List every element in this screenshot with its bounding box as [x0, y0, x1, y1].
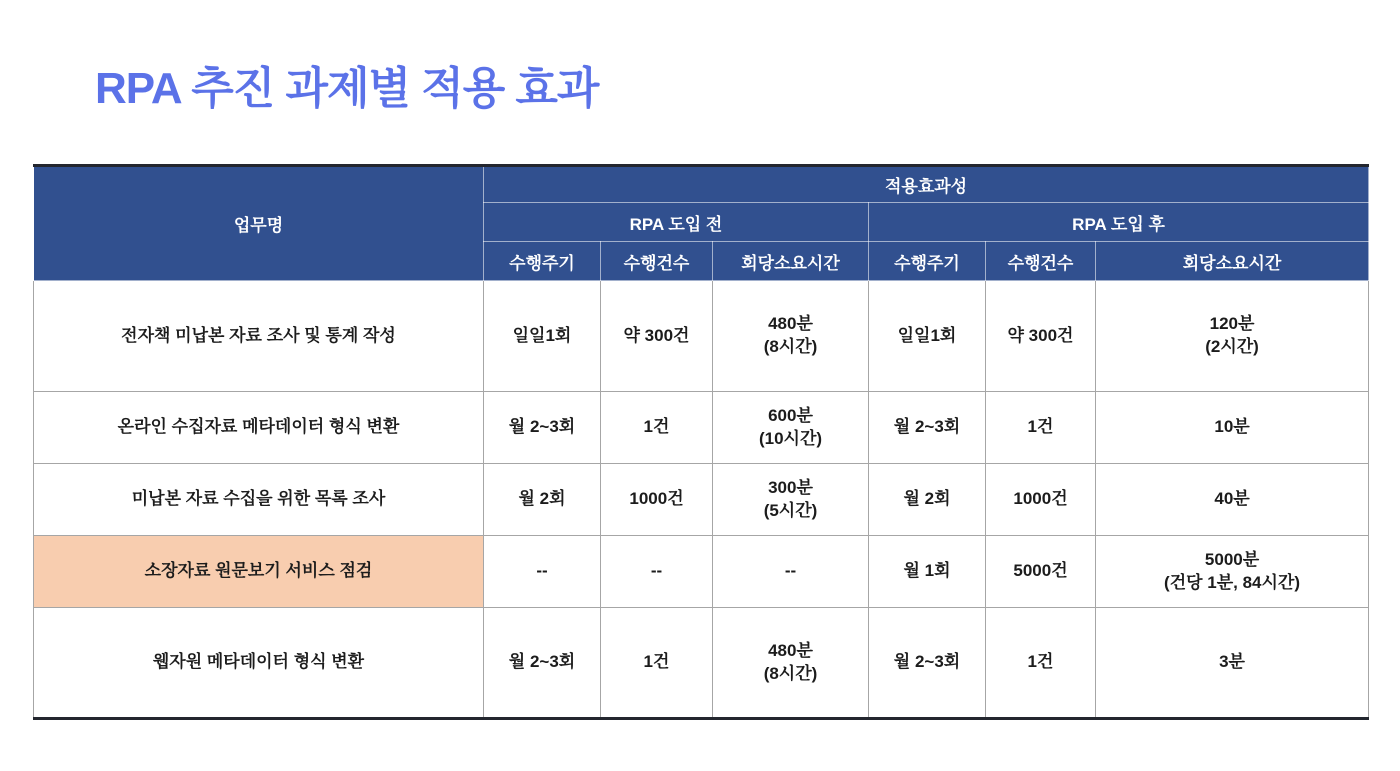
time-line-1: 480분	[768, 314, 813, 334]
task-cell: 전자책 미납본 자료 조사 및 통계 작성	[34, 281, 484, 392]
time-line-1: --	[784, 561, 797, 581]
after-time-cell	[1096, 464, 1369, 536]
before-time-cell	[713, 281, 869, 392]
table-row	[34, 281, 1369, 392]
table-row	[34, 392, 1369, 464]
after-cycle-cell: 월 2회	[869, 464, 986, 536]
col-header-after-time: 회당소요시간	[1096, 242, 1369, 281]
col-header-before-count: 수행건수	[601, 242, 713, 281]
table-row	[34, 464, 1369, 536]
col-header-task: 업무명	[34, 166, 484, 281]
after-count-cell: 1000건	[986, 464, 1096, 536]
after-time-cell	[1096, 536, 1369, 608]
time-line-2: (8시간)	[763, 337, 818, 356]
before-cycle-cell: 월 2회	[484, 464, 601, 536]
col-header-after-cycle: 수행주기	[869, 242, 986, 281]
after-count-cell: 1건	[986, 392, 1096, 464]
after-count-cell: 약 300건	[986, 281, 1096, 392]
time-line-1: 3분	[1219, 652, 1245, 672]
before-time-cell	[713, 608, 869, 719]
after-time-cell	[1096, 281, 1369, 392]
before-count-cell: 1건	[601, 392, 713, 464]
page-title: RPA 추진 과제별 적용 효과	[95, 64, 599, 113]
time-line-1: 40분	[1214, 489, 1250, 509]
time-line-1: 120분	[1209, 314, 1255, 334]
task-cell: 웹자원 메타데이터 형식 변환	[34, 608, 484, 719]
table-row	[34, 608, 1369, 719]
before-count-cell: 1건	[601, 608, 713, 719]
after-time-cell	[1096, 608, 1369, 719]
before-time-cell	[713, 536, 869, 608]
col-header-before-rpa: RPA 도입 전	[484, 203, 869, 242]
rpa-effect-table	[33, 164, 1369, 720]
task-cell-highlighted: 소장자료 원문보기 서비스 점검	[34, 536, 484, 608]
col-header-effectiveness: 적용효과성	[484, 166, 1369, 203]
after-cycle-cell: 월 2~3회	[869, 392, 986, 464]
time-line-1: 10분	[1214, 417, 1250, 437]
col-header-before-time: 회당소요시간	[713, 242, 869, 281]
after-cycle-cell: 월 1회	[869, 536, 986, 608]
before-count-cell: 약 300건	[601, 281, 713, 392]
table-header	[34, 166, 1369, 281]
time-line-2: (2시간)	[1205, 337, 1259, 356]
before-cycle-cell: 월 2~3회	[484, 392, 601, 464]
time-line-1: 300분	[768, 477, 813, 497]
header-row-effectiveness	[34, 166, 1369, 203]
time-line-1: 5000분	[1204, 549, 1260, 569]
task-cell: 온라인 수집자료 메타데이터 형식 변환	[34, 392, 484, 464]
col-header-after-count: 수행건수	[986, 242, 1096, 281]
time-line-2: (건당 1분, 84시간)	[1164, 572, 1301, 592]
after-time-cell	[1096, 392, 1369, 464]
col-header-before-cycle: 수행주기	[484, 242, 601, 281]
before-count-cell: --	[601, 536, 713, 608]
time-line-2: (10시간)	[758, 428, 823, 448]
table-body	[34, 281, 1369, 719]
before-cycle-cell: 일일1회	[484, 281, 601, 392]
after-cycle-cell: 월 2~3회	[869, 608, 986, 719]
time-line-2: (8시간)	[763, 663, 818, 683]
task-cell: 미납본 자료 수집을 위한 목록 조사	[34, 464, 484, 536]
after-count-cell: 1건	[986, 608, 1096, 719]
before-cycle-cell: --	[484, 536, 601, 608]
before-time-cell	[713, 464, 869, 536]
after-count-cell: 5000건	[986, 536, 1096, 608]
before-count-cell: 1000건	[601, 464, 713, 536]
time-line-2: (5시간)	[763, 500, 818, 520]
time-line-1: 480분	[768, 640, 813, 660]
before-time-cell	[713, 392, 869, 464]
before-cycle-cell: 월 2~3회	[484, 608, 601, 719]
table-row-highlighted	[34, 536, 1369, 608]
time-line-1: 600분	[768, 405, 813, 425]
after-cycle-cell: 일일1회	[869, 281, 986, 392]
col-header-after-rpa: RPA 도입 후	[869, 203, 1369, 242]
